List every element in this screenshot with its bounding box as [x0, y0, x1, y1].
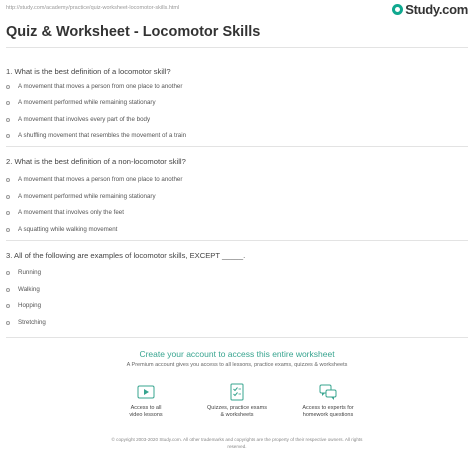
option-text: A movement that involves every part of the body [18, 116, 151, 123]
q3-option-3[interactable] [6, 302, 41, 309]
option-text: A shuffling movement that resembles the movement of a train [18, 132, 187, 139]
feature-text-line1: Quizzes, practice exams [207, 405, 267, 411]
feature-experts [278, 382, 378, 419]
page-url[interactable]: http://study.com/academy/practice/quiz-worksheet-locomotor-skills.html [6, 5, 180, 11]
q2-option-3[interactable] [6, 209, 124, 216]
feature-quizzes [187, 382, 287, 419]
question-2: 2. What is the best definition of a non-locomotor skill? [6, 157, 186, 166]
feature-video [96, 382, 196, 419]
top-bar [0, 0, 474, 20]
option-text: A movement performed while remaining stationary [18, 99, 156, 106]
radio-icon [6, 101, 10, 105]
copyright-line-2: reserved. [227, 443, 247, 449]
radio-icon [6, 228, 10, 232]
radio-icon [6, 321, 10, 325]
signup-cta [0, 349, 474, 368]
feature-list [0, 382, 474, 432]
section-divider [6, 337, 468, 338]
option-text: Stretching [18, 319, 46, 326]
radio-icon [6, 195, 10, 199]
q1-option-2[interactable] [6, 99, 156, 106]
cta-subtitle: A Premium account gives you access to all lessons, practice exams, quizzes & worksheets [126, 362, 348, 368]
copyright-footer [0, 437, 474, 450]
radio-icon [6, 211, 10, 215]
page-title: Quiz & Worksheet - Locomotor Skills [6, 24, 261, 40]
option-text: Hopping [18, 302, 42, 309]
q1-option-1[interactable] [6, 83, 182, 90]
question-divider [6, 240, 468, 241]
cta-title[interactable]: Create your account to access this entire worksheet [139, 349, 335, 359]
radio-icon [6, 134, 10, 138]
copyright-line-1: © copyright 2003-2020 Study.com. All other trademarks and copyrights are the property of their respective owners. All rights [111, 437, 363, 442]
quiz-icon [227, 382, 247, 402]
option-text: Walking [18, 286, 40, 293]
q3-option-1[interactable] [6, 269, 41, 276]
question-3: 3. All of the following are examples of locomotor skills, EXCEPT _____. [6, 251, 246, 260]
radio-icon [6, 271, 10, 275]
q1-option-3[interactable] [6, 116, 150, 123]
option-text: A movement that moves a person from one place to another [18, 176, 183, 183]
q1-option-4[interactable] [6, 132, 186, 139]
radio-icon [6, 288, 10, 292]
radio-icon [6, 178, 10, 182]
option-text: A squatting while walking movement [18, 226, 118, 233]
option-text: Running [18, 269, 42, 276]
experts-icon [318, 382, 338, 402]
question-divider [6, 146, 468, 147]
feature-text-line2: video lessons [129, 412, 163, 418]
q2-option-2[interactable] [6, 193, 156, 200]
q2-option-4[interactable] [6, 226, 117, 233]
video-icon [136, 382, 156, 402]
logo-icon [392, 4, 403, 15]
q2-option-1[interactable] [6, 176, 182, 183]
question-1: 1. What is the best definition of a locomotor skill? [6, 67, 171, 76]
study-logo[interactable] [392, 2, 468, 17]
q3-option-4[interactable] [6, 319, 46, 326]
title-divider [6, 47, 468, 48]
feature-text-line1: Access to all [130, 405, 162, 411]
q3-option-2[interactable] [6, 286, 40, 293]
radio-icon [6, 85, 10, 89]
feature-text-line2: homework questions [302, 412, 354, 418]
option-text: A movement that moves a person from one place to another [18, 83, 183, 90]
feature-text-line1: Access to experts for [302, 405, 354, 411]
option-text: A movement performed while remaining stationary [18, 193, 156, 200]
feature-text-line2: & worksheets [220, 412, 254, 418]
radio-icon [6, 118, 10, 122]
logo-text: Study.com [405, 2, 468, 17]
radio-icon [6, 304, 10, 308]
option-text: A movement that involves only the feet [18, 209, 124, 216]
